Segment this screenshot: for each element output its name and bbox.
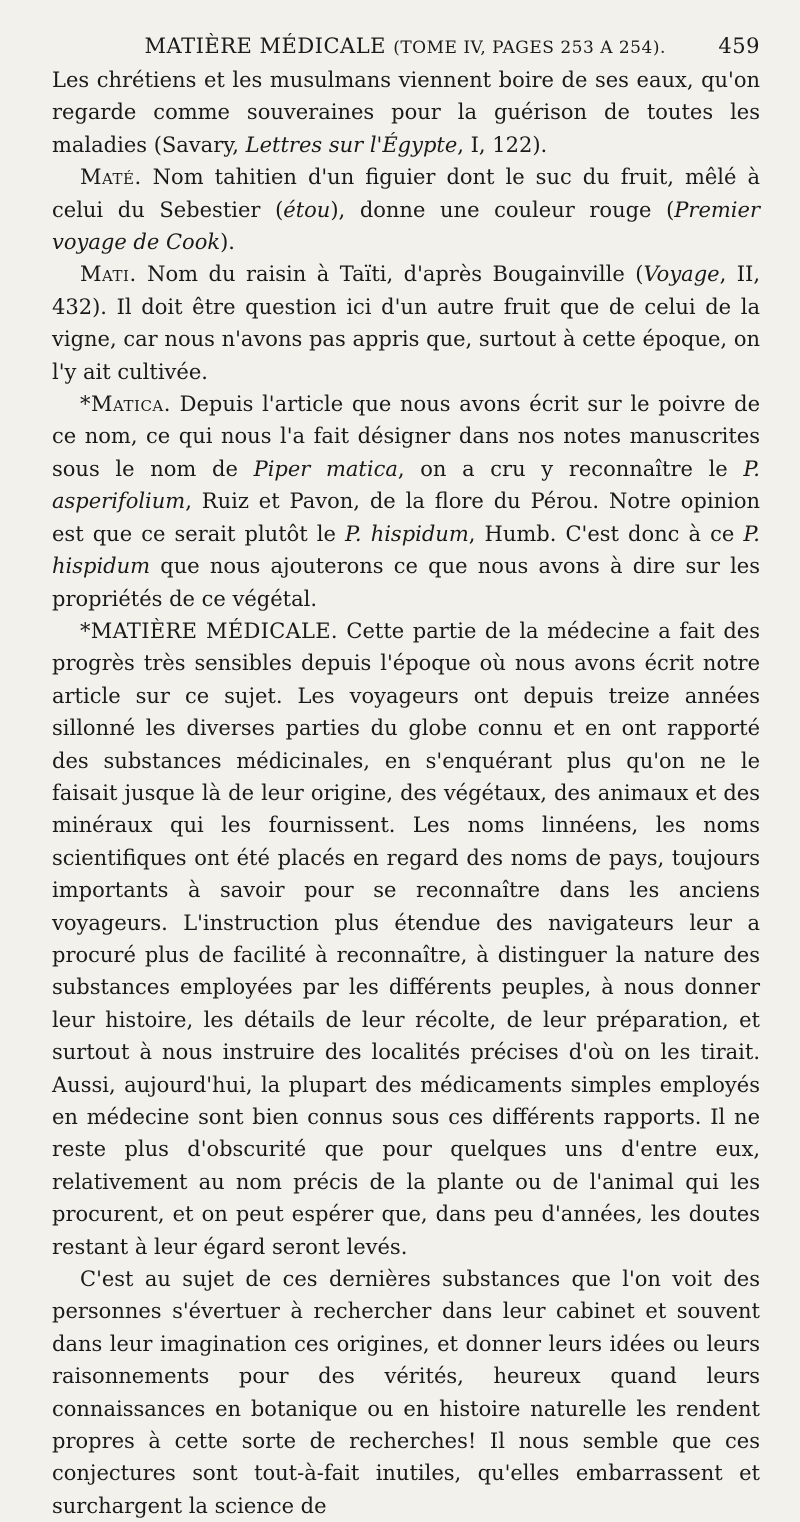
entry-headword: Maté. [80, 165, 142, 190]
running-title-sub: (TOME IV, PAGES 253 A 254). [393, 38, 666, 58]
document-page [52, 34, 760, 1522]
entry-headword: *Matica. [80, 392, 171, 417]
text-run: Cette partie de la médecine a fait des progrès très sensibles depuis l'époque où nous avons écrit notre article sur ce sujet. Les voyageurs ont depuis treize années sillonné les diverses parties du globe connu et en ont rapporté des substances médicinales, en s'enquérant plus qu'on ne le faisait jusque là de leur origine, des végétaux, des animaux et des minéraux qui les fournissent. Les noms linnéens, les noms scientifiques ont été placés en regard des noms de pays, toujours importants à savoir pour se reconnaître dans les anciens voyageurs. L'instruction plus étendue des navigateurs leur a procuré plus de facilité à reconnaître, à distinguer la nature des substances employées par les différents peuples, à nous donner leur histoire, les détails de leur récolte, de leur préparation, et surtout à nous instruire des localités précises d'où on les tirait. Aussi, aujourd'hui, la plupart des médicaments simples employés en médecine sont bien connus sous ces différents rapports. Il ne reste plus d'obscurité que pour quelques uns d'entre eux, relativement au nom précis de la plante ou de l'animal qui les procurent, et on peut espérer que, dans peu d'années, les doutes restant à leur égard seront levés. [52, 618, 761, 1259]
text-run: que nous ajouterons ce que nous avons à dire sur les propriétés de ce végétal. [52, 554, 760, 611]
italic-run: Lettres sur l'Égypte [245, 132, 458, 157]
page-number: 459 [718, 34, 760, 58]
text-run: ), donne une couleur rouge ( [330, 197, 675, 222]
text-run: , II, 432). Il doit être question ici d'un autre fruit que de celui de la vigne, car nous n'avons pas appris que, surtout à cette époque, on l'y ait cultivée. [52, 262, 760, 384]
paragraph [52, 1263, 760, 1522]
paragraph [52, 64, 760, 161]
italic-run: P. hispidum [52, 521, 760, 579]
entry-headword: *MATIÈRE MÉDICALE. [80, 618, 338, 643]
italic-run: Piper matica [253, 456, 398, 481]
italic-run: étou [283, 197, 331, 222]
text-run: , on a cru y reconnaître le [397, 456, 744, 481]
text-run: C'est au sujet de ces dernières substances que l'on voit des personnes s'évertuer à rechercher dans leur cabinet et souvent dans leur imagination ces origines, et donner leurs idées ou leurs raisonnements pour des vérités, heureux quand leurs connaissances en botanique ou en histoire naturelle les rendent propres à cette sorte de recherches! Il nous semble que ces conjectures sont tout-à-fait inutiles, qu'elles embarrassent et surchargent la science de [52, 1267, 760, 1518]
running-title [52, 34, 718, 58]
text-run: Nom tahitien d'un figuier dont le suc du fruit, mêlé à celui du Sebestier ( [52, 165, 760, 222]
paragraph [52, 615, 760, 1263]
page-body [52, 64, 760, 1522]
paragraph [52, 388, 760, 615]
italic-run: Premier voyage de Cook [52, 197, 760, 255]
running-header [52, 34, 760, 58]
paragraph [52, 161, 760, 258]
text-run: , Humb. C'est donc à ce [468, 521, 744, 546]
paragraph [52, 258, 760, 388]
text-run: Les chrétiens et les musulmans viennent boire de ses eaux, qu'on regarde comme souveraines pour la guérison de toutes les maladies (Savary, [52, 68, 760, 157]
entry-headword: Mati. [80, 262, 137, 287]
text-run: , Ruiz et Pavon, de la flore du Pérou. Notre opinion est que ce serait plutôt le [52, 489, 760, 546]
running-title-main: MATIÈRE MÉDICALE [144, 34, 386, 58]
italic-run: P. hispidum [345, 521, 469, 546]
text-run: Nom du raisin à Taïti, d'après Bougainville ( [136, 262, 644, 287]
text-run: Depuis l'article que nous avons écrit sur le poivre de ce nom, ce qui nous l'a fait désigner dans nos notes manuscrites sous le nom de [52, 392, 760, 481]
text-run: ). [220, 230, 235, 255]
italic-run: P. asperifolium [52, 456, 760, 514]
text-run: , I, 122). [457, 132, 548, 157]
italic-run: Voyage [643, 262, 720, 287]
